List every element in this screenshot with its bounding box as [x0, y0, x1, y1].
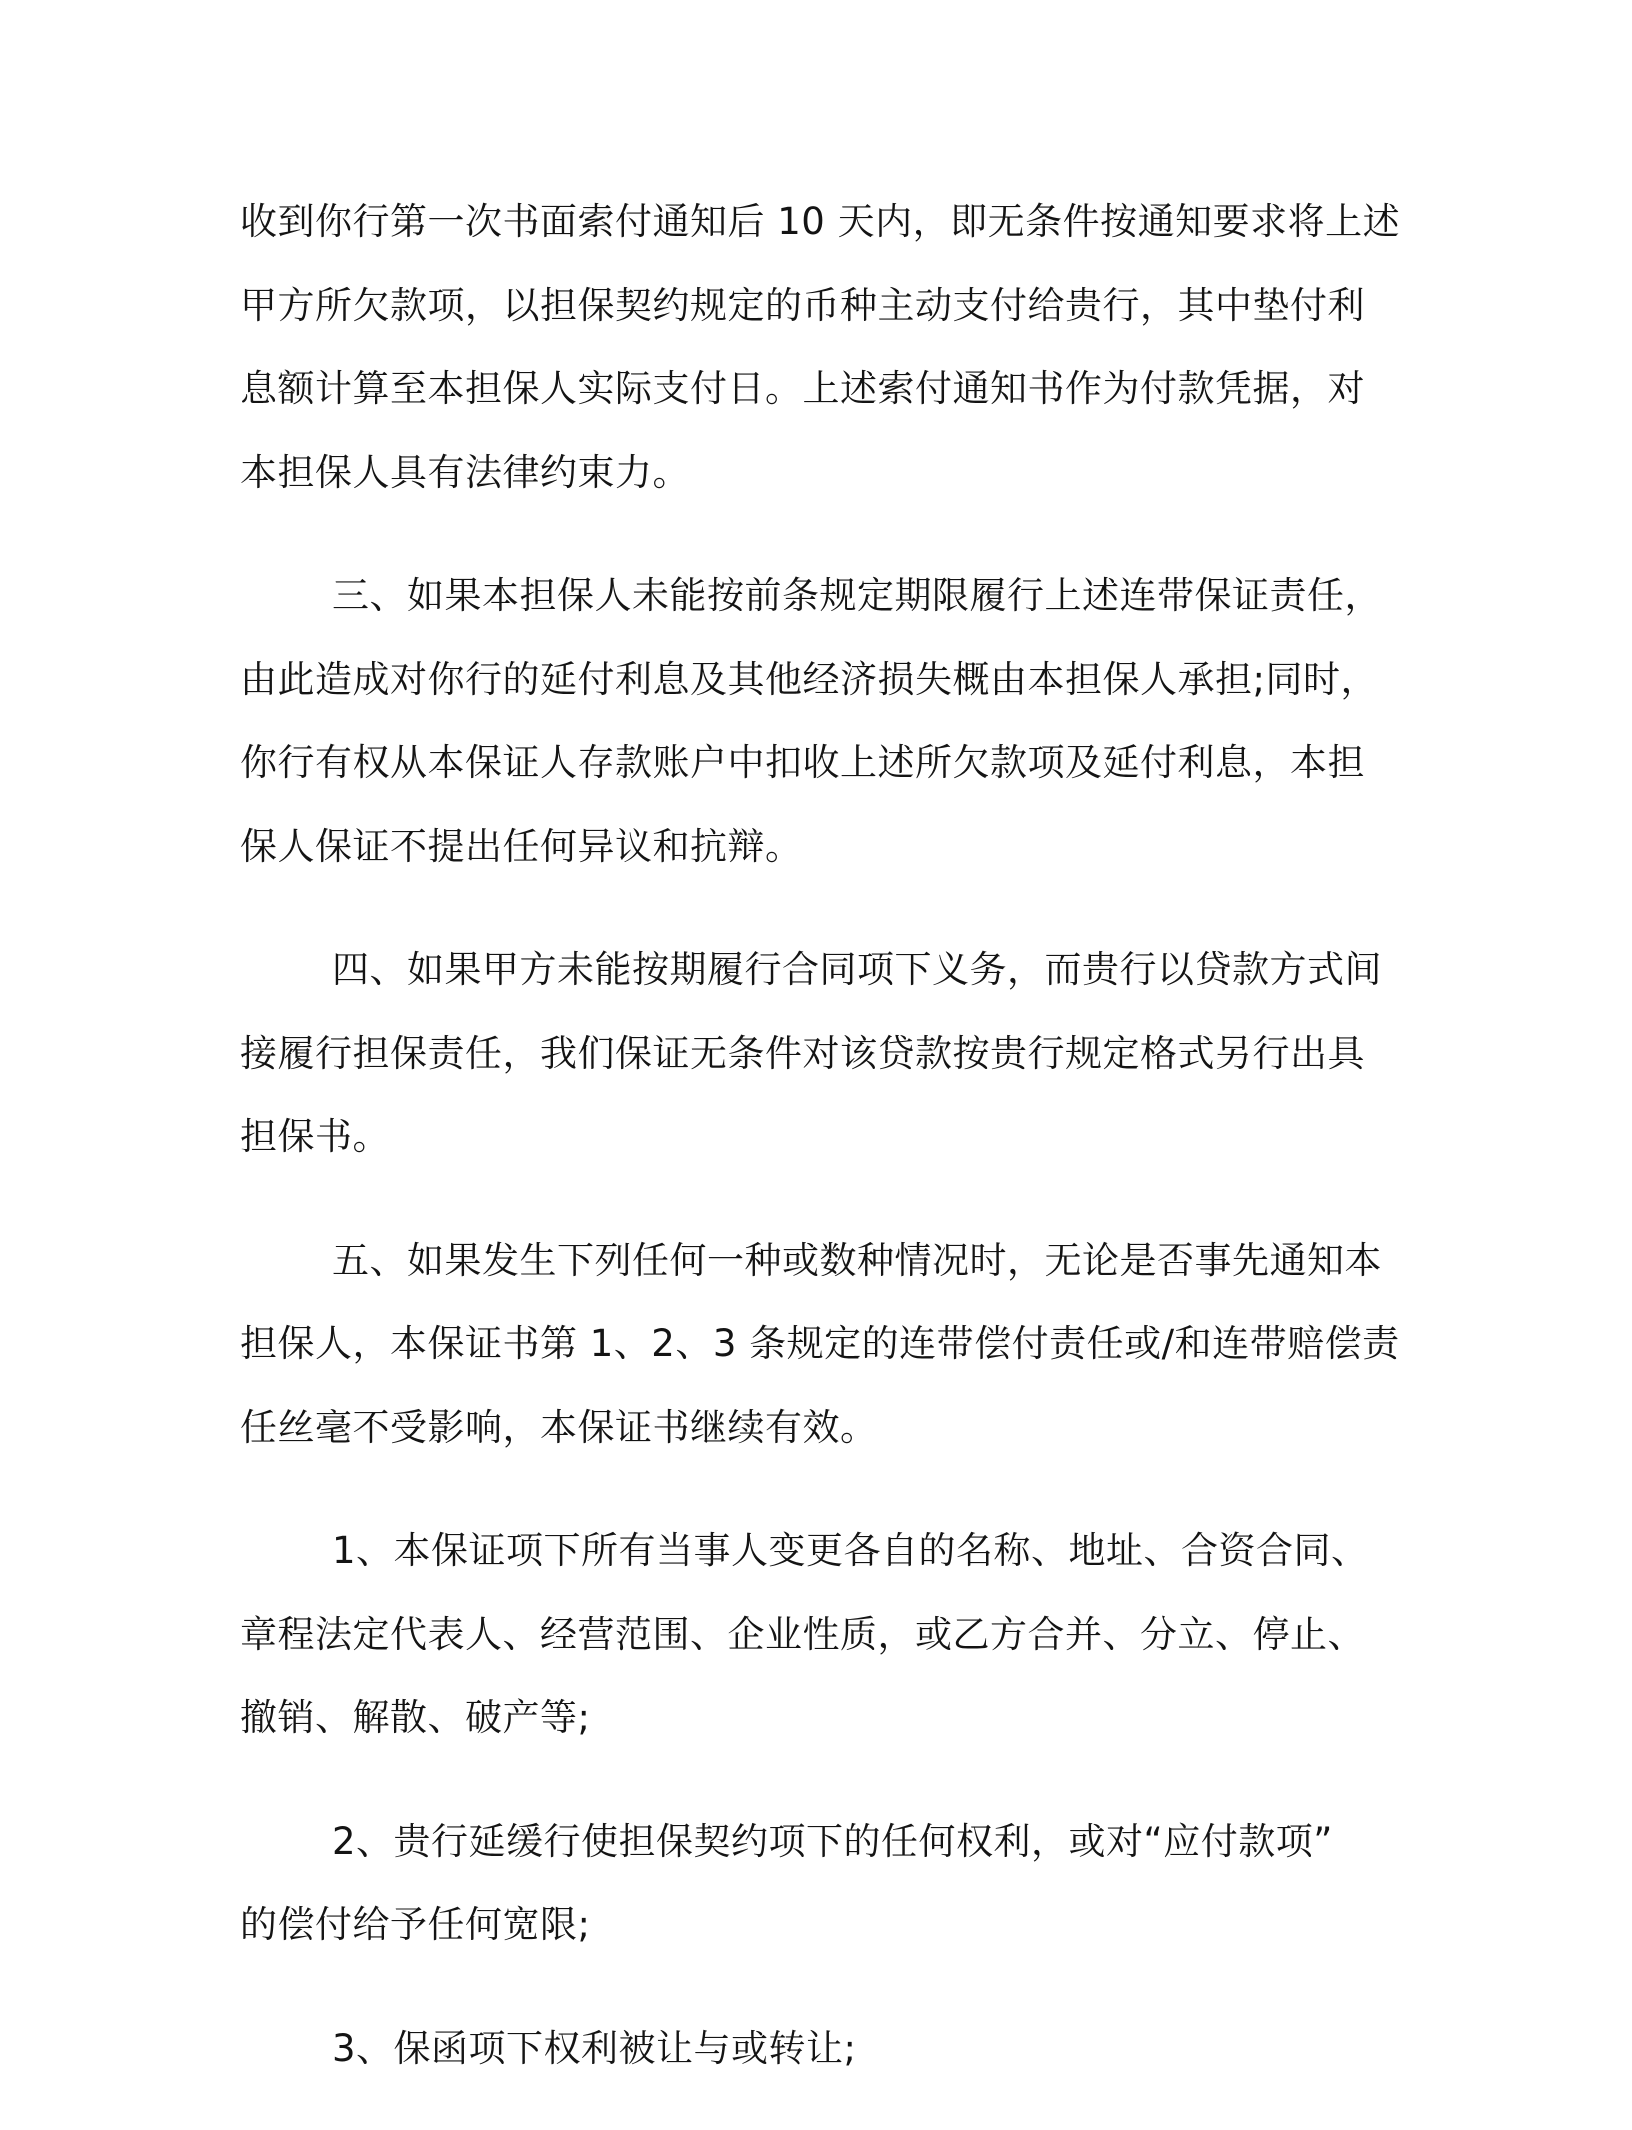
- text-line: 息额计算至本担保人实际支付日。上述索付通知书作为付款凭据，对: [240, 367, 1365, 410]
- text-line: 任丝毫不受影响，本保证书继续有效。: [240, 1405, 878, 1449]
- paragraph-item-2: [240, 1800, 1400, 1967]
- paragraph-clause-3: [240, 554, 1400, 888]
- paragraph-item-1: [240, 1509, 1400, 1760]
- text-line: 章程法定代表人、经营范围、企业性质，或乙方合并、分立、停止、: [240, 1612, 1365, 1656]
- text-line: 的偿付给予任何宽限;: [240, 1903, 591, 1946]
- text-line: 五、如果发生下列任何一种或数种情况时，无论是否事先通知本: [332, 1238, 1382, 1282]
- text-line: 2、贵行延缓行使担保契约项下的任何权利，或对“应付款项”: [332, 1819, 1333, 1863]
- text-line: 由此造成对你行的延付利息及其他经济损失概由本担保人承担;同时，: [240, 657, 1378, 701]
- paragraph-item-3: [240, 2007, 1400, 2091]
- text-line: 担保书。: [240, 1115, 390, 1158]
- paragraph-payment-notice: [240, 180, 1400, 514]
- paragraph-clause-5: [240, 1219, 1400, 1470]
- text-line: 3、保函项下权利被让与或转让;: [332, 2026, 857, 2070]
- text-line: 四、如果甲方未能按期履行合同项下义务，而贵行以贷款方式间: [332, 948, 1382, 991]
- text-line: 本担保人具有法律约束力。: [240, 450, 690, 494]
- text-line: 担保人，本保证书第 1、2、3 条规定的连带偿付责任或/和连带赔偿责: [240, 1322, 1400, 1365]
- text-line: 三、如果本担保人未能按前条规定期限履行上述连带保证责任，: [332, 574, 1382, 617]
- text-line: 1、本保证项下所有当事人变更各自的名称、地址、合资合同、: [332, 1529, 1369, 1572]
- paragraph-clause-4: [240, 928, 1400, 1179]
- text-line: 甲方所欠款项，以担保契约规定的币种主动支付给贵行，其中垫付利: [240, 283, 1365, 327]
- text-line: 撤销、解散、破产等;: [240, 1696, 591, 1739]
- text-line: 收到你行第一次书面索付通知后 10 天内，即无条件按通知要求将上述: [240, 200, 1401, 243]
- document-body: [240, 180, 1400, 2130]
- text-line: 保人保证不提出任何异议和抗辩。: [240, 824, 803, 868]
- text-line: 接履行担保责任，我们保证无条件对该贷款按贵行规定格式另行出具: [240, 1031, 1365, 1075]
- text-line: 你行有权从本保证人存款账户中扣收上述所欠款项及延付利息，本担: [240, 741, 1365, 784]
